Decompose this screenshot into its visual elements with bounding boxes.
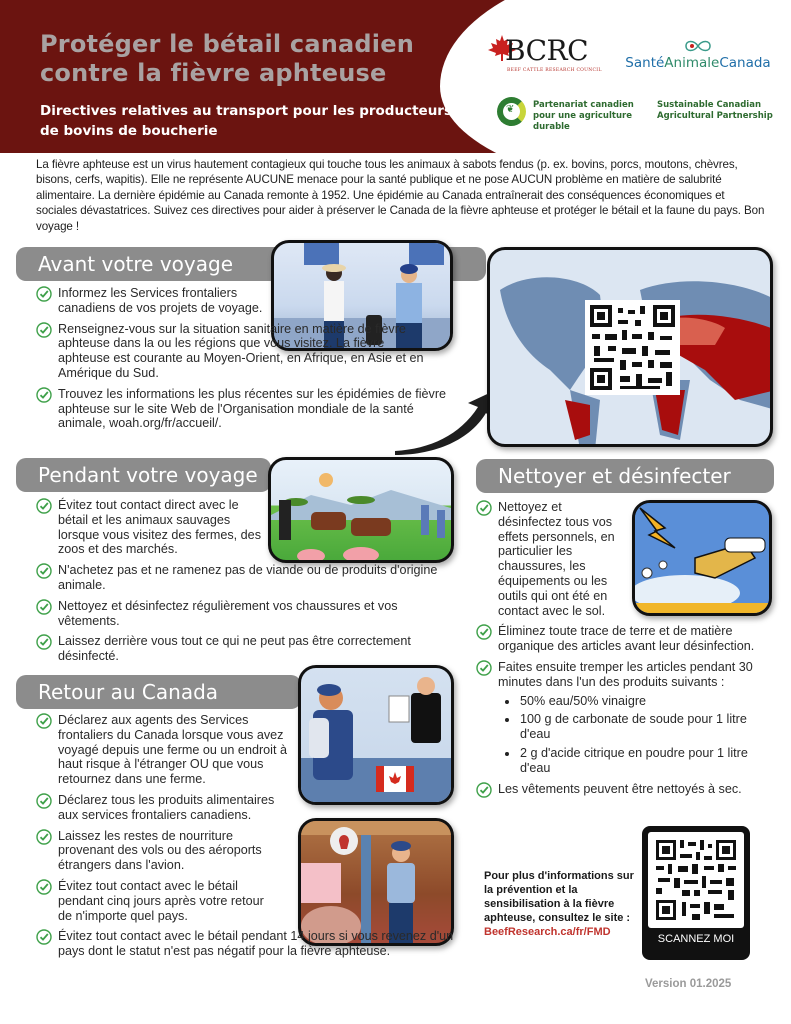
- list-item: Faites ensuite tremper les articles pendant 30 minutes dans l'un des produits suivants : 50% eau/50% vinaigre 100 g de carbonate de soude pour 1 litre d'eau 2 g d'acide citrique en poudre pour 1 litre d'eau: [476, 660, 766, 776]
- check-circle-icon: [36, 322, 52, 338]
- list-item: Évitez tout contact avec le bétail pendant 14 jours si vous revenez d'un pays dont le statut n'est pas négatif pour la fièvre aphteuse.: [36, 929, 461, 959]
- check-circle-icon: [36, 498, 52, 514]
- list-item: Éliminez toute trace de terre et de matière organique des articles avant leur désinfection.: [476, 624, 756, 654]
- list-item: Laissez derrière vous tout ce qui ne peut pas être correctement désinfecté.: [36, 634, 456, 664]
- list-item: Renseignez-vous sur la situation sanitaire en matière de fièvre aphteuse dans la ou les régions que vous visitez. La fièvre aphteuse est courante au Moyen-Orient, en Afrique, en Asie et en Amérique du Sud.: [36, 322, 436, 381]
- list-item: Déclarez tous les produits alimentaires aux services frontaliers canadiens.: [36, 793, 291, 823]
- clean-list: [476, 500, 776, 802]
- intro-paragraph: La fièvre aphteuse est un virus hautement contagieux qui touche tous les animaux à sabots fendus (p. ex. bovins, porcs, moutons, chèvres, bisons, cerfs, wapitis). Elle ne représente AUCUNE menace pour la santé publique et ne pose AUCUN problème en matière de salubrité alimentaire. La dernière épidémie au Canada remonte à 1952. Une épidémie au Canada entraînerait des conséquences économiques et sociales dévastatrices. Suivez ces directives pour aider à préserver le Canada de la fièvre aphteuse et protéger le bétail et la faune du pays. Bon voyage !: [36, 158, 765, 233]
- list-item: N'achetez pas et ne ramenez pas de viande ou de produits d'origine animale.: [36, 563, 446, 593]
- check-circle-icon: [476, 624, 492, 640]
- section-header-clean: Nettoyer et désinfecter: [476, 459, 774, 493]
- section-header-during: Pendant votre voyage: [16, 458, 271, 492]
- section-header-before: Avant votre voyage: [16, 247, 486, 281]
- soak-option: 2 g d'acide citrique en poudre pour 1 litre d'eau: [498, 746, 766, 776]
- during-list: [36, 498, 466, 670]
- sprout-icon: ❦: [506, 104, 515, 115]
- infinity-icon: [678, 38, 718, 54]
- check-circle-icon: [36, 793, 52, 809]
- scan-me-label: SCANNEZ MOI: [657, 933, 735, 945]
- sante-animale-canada-logo: [618, 38, 778, 78]
- more-info-text: Pour plus d'informations sur la prévention et la sensibilisation à la fièvre aphteuse, consultez le site : BeefResearch.ca/fr/FMD: [484, 870, 634, 938]
- check-circle-icon: [36, 829, 52, 845]
- partnership-logo: [497, 97, 787, 132]
- page-subtitle: Directives relatives au transport pour les producteurs de bovins de boucherie: [40, 103, 452, 139]
- check-circle-icon: [36, 713, 52, 729]
- page-title: Protéger le bétail canadien contre la fièvre aphteuse: [40, 30, 414, 87]
- partnership-en: Sustainable Canadian Agricultural Partnership: [657, 100, 773, 121]
- check-circle-icon: [36, 929, 52, 945]
- return-list: [36, 713, 466, 965]
- soak-options-list: [498, 694, 766, 776]
- partnership-fr: Partenariat canadien pour une agriculture durable: [533, 100, 634, 132]
- check-circle-icon: [36, 634, 52, 650]
- list-item: Les vêtements peuvent être nettoyés à sec.: [476, 782, 766, 797]
- check-circle-icon: [476, 782, 492, 798]
- fmd-world-map: [487, 247, 773, 447]
- section-header-return: Retour au Canada: [16, 675, 301, 709]
- check-circle-icon: [36, 286, 52, 302]
- check-circle-icon: [476, 660, 492, 676]
- list-item: Laissez les restes de nourriture provenant des vols ou des aéroports étrangers dans l'avion.: [36, 829, 271, 873]
- list-item: Évitez tout contact avec le bétail pendant cinq jours après votre retour de n'importe quel pays.: [36, 879, 281, 923]
- version-label: Version 01.2025: [645, 978, 732, 990]
- list-item: Trouvez les informations les plus récentes sur les épidémies de fièvre aphteuse sur le site Web de l'Organisation mondiale de la santé animale, woah.org/fr/accueil/.: [36, 387, 461, 431]
- sac-wordmark: SantéAnimaleCanada: [625, 55, 771, 71]
- bcrc-wordmark: BCRC: [505, 34, 589, 67]
- list-item: Évitez tout contact direct avec le bétail et les animaux sauvages lorsque vous visitez des fermes, des zoos et des marchés.: [36, 498, 261, 557]
- bcrc-tagline: BEEF CATTLE RESEARCH COUNCIL: [507, 68, 602, 73]
- check-circle-icon: [36, 387, 52, 403]
- check-circle-icon: [476, 500, 492, 516]
- qr-code-card[interactable]: [642, 826, 750, 960]
- beefresearch-link[interactable]: BeefResearch.ca/fr/FMD: [484, 926, 611, 938]
- list-item: Déclarez aux agents des Services frontaliers du Canada lorsque vous avez voyagé depuis une ferme ou un endroit à haut risque à l'étranger OU que vous retournez dans une ferme.: [36, 713, 291, 787]
- soak-option: 50% eau/50% vinaigre: [498, 694, 766, 709]
- qr-code[interactable]: [648, 832, 744, 928]
- soak-option: 100 g de carbonate de soude pour 1 litre d'eau: [498, 712, 766, 742]
- list-item: Nettoyez et désinfectez régulièrement vos chaussures et vos vêtements.: [36, 599, 446, 629]
- bcrc-logo: [487, 32, 602, 77]
- check-circle-icon: [36, 563, 52, 579]
- list-item: Informez les Services frontaliers canadiens de vos projets de voyage.: [36, 286, 276, 316]
- list-item: Nettoyez et désinfectez tous vos effets personnels, en particulier les chaussures, les équipements ou les outils qui ont été en contact avec le sol.: [476, 500, 626, 618]
- check-circle-icon: [36, 599, 52, 615]
- check-circle-icon: [36, 879, 52, 895]
